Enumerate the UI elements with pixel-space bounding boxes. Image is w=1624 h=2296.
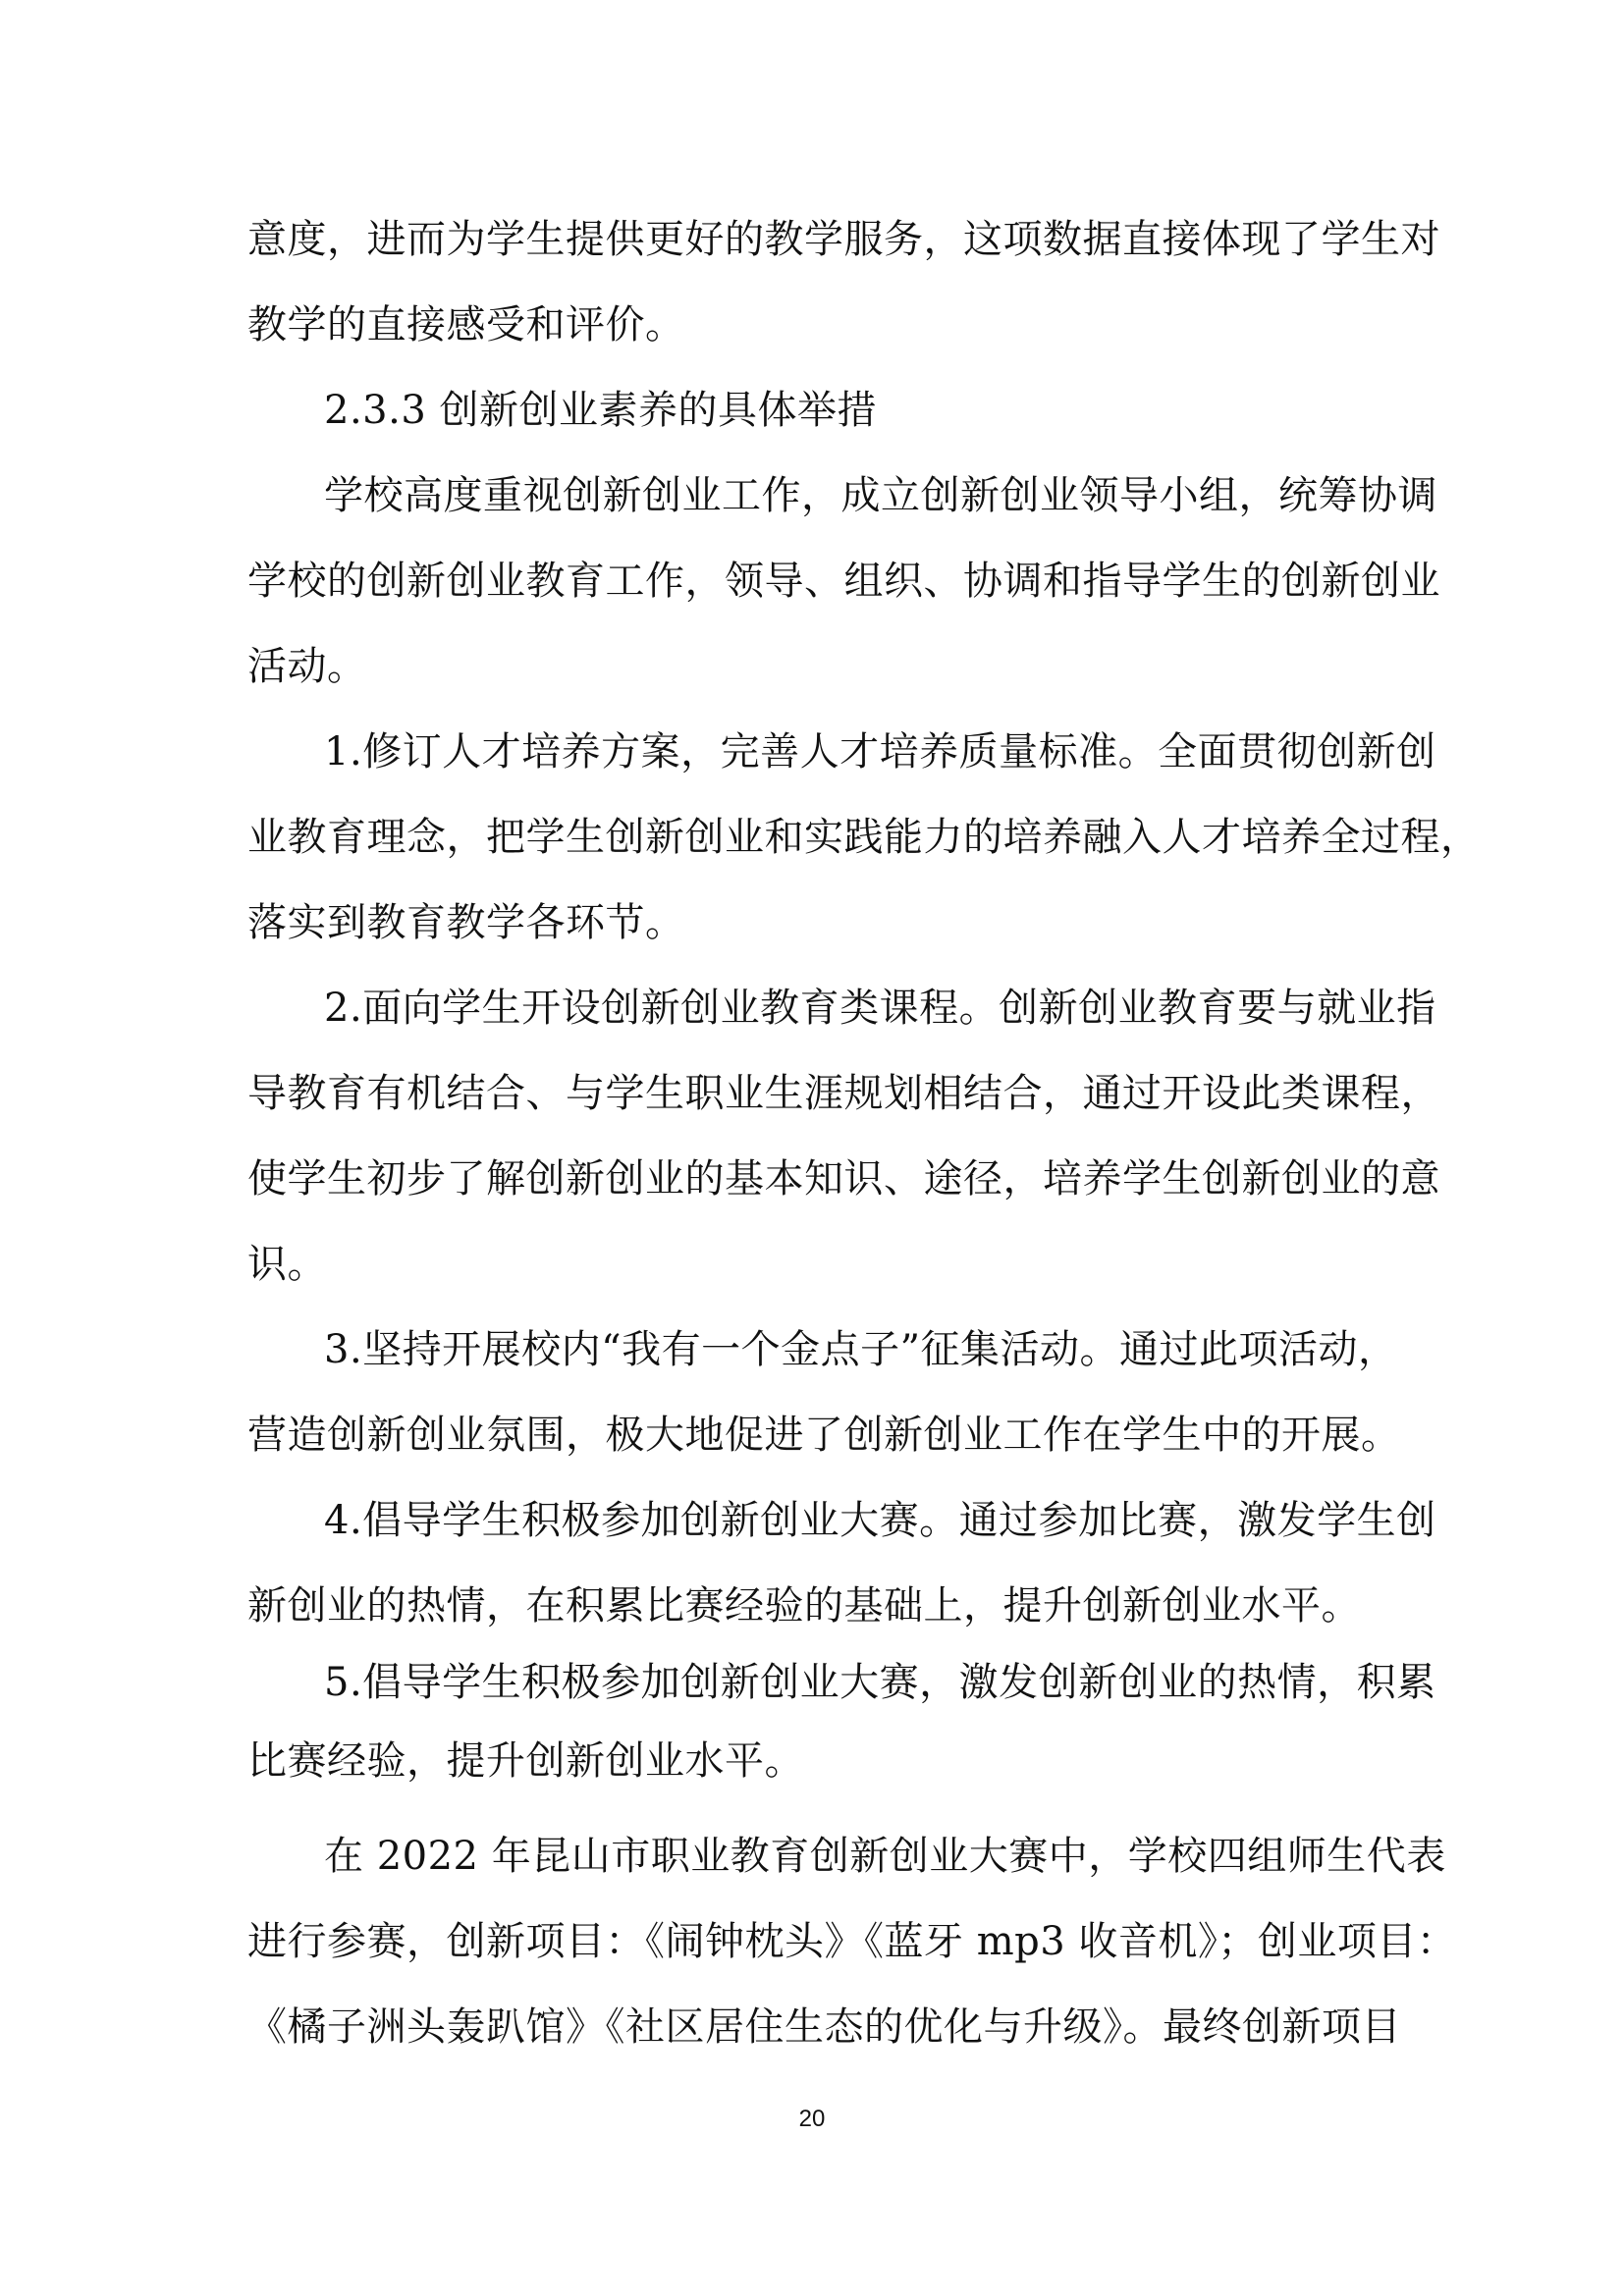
text-line: 新创业的热情，在积累比赛经验的基础上，提升创新创业水平。	[247, 1583, 1361, 1629]
text-line: 进行参赛，创新项目：《闹钟枕头》《蓝牙 mp3 收音机》；创业项目：	[247, 1919, 1457, 1964]
text-line: 1.修订人才培养方案，完善人才培养质量标准。全面贯彻创新创	[324, 729, 1436, 774]
text-line: 教学的直接感受和评价。	[247, 302, 685, 347]
text-line: 活动。	[247, 644, 367, 689]
text-line: 5.倡导学生积极参加创新创业大赛，激发创新创业的热情，积累	[324, 1660, 1436, 1705]
text-line: 在 2022 年昆山市职业教育创新创业大赛中，学校四组师生代表	[324, 1834, 1446, 1879]
text-line: 识。	[247, 1242, 327, 1287]
text-line: 《橘子洲头轰趴馆》《社区居住生态的优化与升级》。最终创新项目	[247, 2004, 1401, 2050]
section-heading: 2.3.3 创新创业素养的具体举措	[324, 388, 877, 433]
text-line: 3.坚持开展校内“我有一个金点子”征集活动。通过此项活动，	[324, 1327, 1398, 1372]
page-number: 20	[798, 2106, 826, 2132]
text-line: 4.倡导学生积极参加创新创业大赛。通过参加比赛，激发学生创	[324, 1498, 1436, 1543]
text-line: 学校高度重视创新创业工作，成立创新创业领导小组，统筹协调	[324, 473, 1437, 518]
text-line: 学校的创新创业教育工作，领导、组织、协调和指导学生的创新创业	[247, 559, 1440, 604]
text-line: 意度，进而为学生提供更好的教学服务，这项数据直接体现了学生对	[247, 217, 1440, 262]
text-line: 营造创新创业氛围，极大地促进了创新创业工作在学生中的开展。	[247, 1413, 1401, 1458]
text-line: 导教育有机结合、与学生职业生涯规划相结合，通过开设此类课程，	[247, 1071, 1440, 1116]
text-line: 业教育理念，把学生创新创业和实践能力的培养融入人才培养全过程，	[247, 815, 1481, 860]
text-line: 2.面向学生开设创新创业教育类课程。创新创业教育要与就业指	[324, 986, 1436, 1031]
text-line: 落实到教育教学各环节。	[247, 900, 685, 945]
text-line: 使学生初步了解创新创业的基本知识、途径，培养学生创新创业的意	[247, 1156, 1440, 1201]
text-line: 比赛经验，提升创新创业水平。	[247, 1738, 804, 1784]
